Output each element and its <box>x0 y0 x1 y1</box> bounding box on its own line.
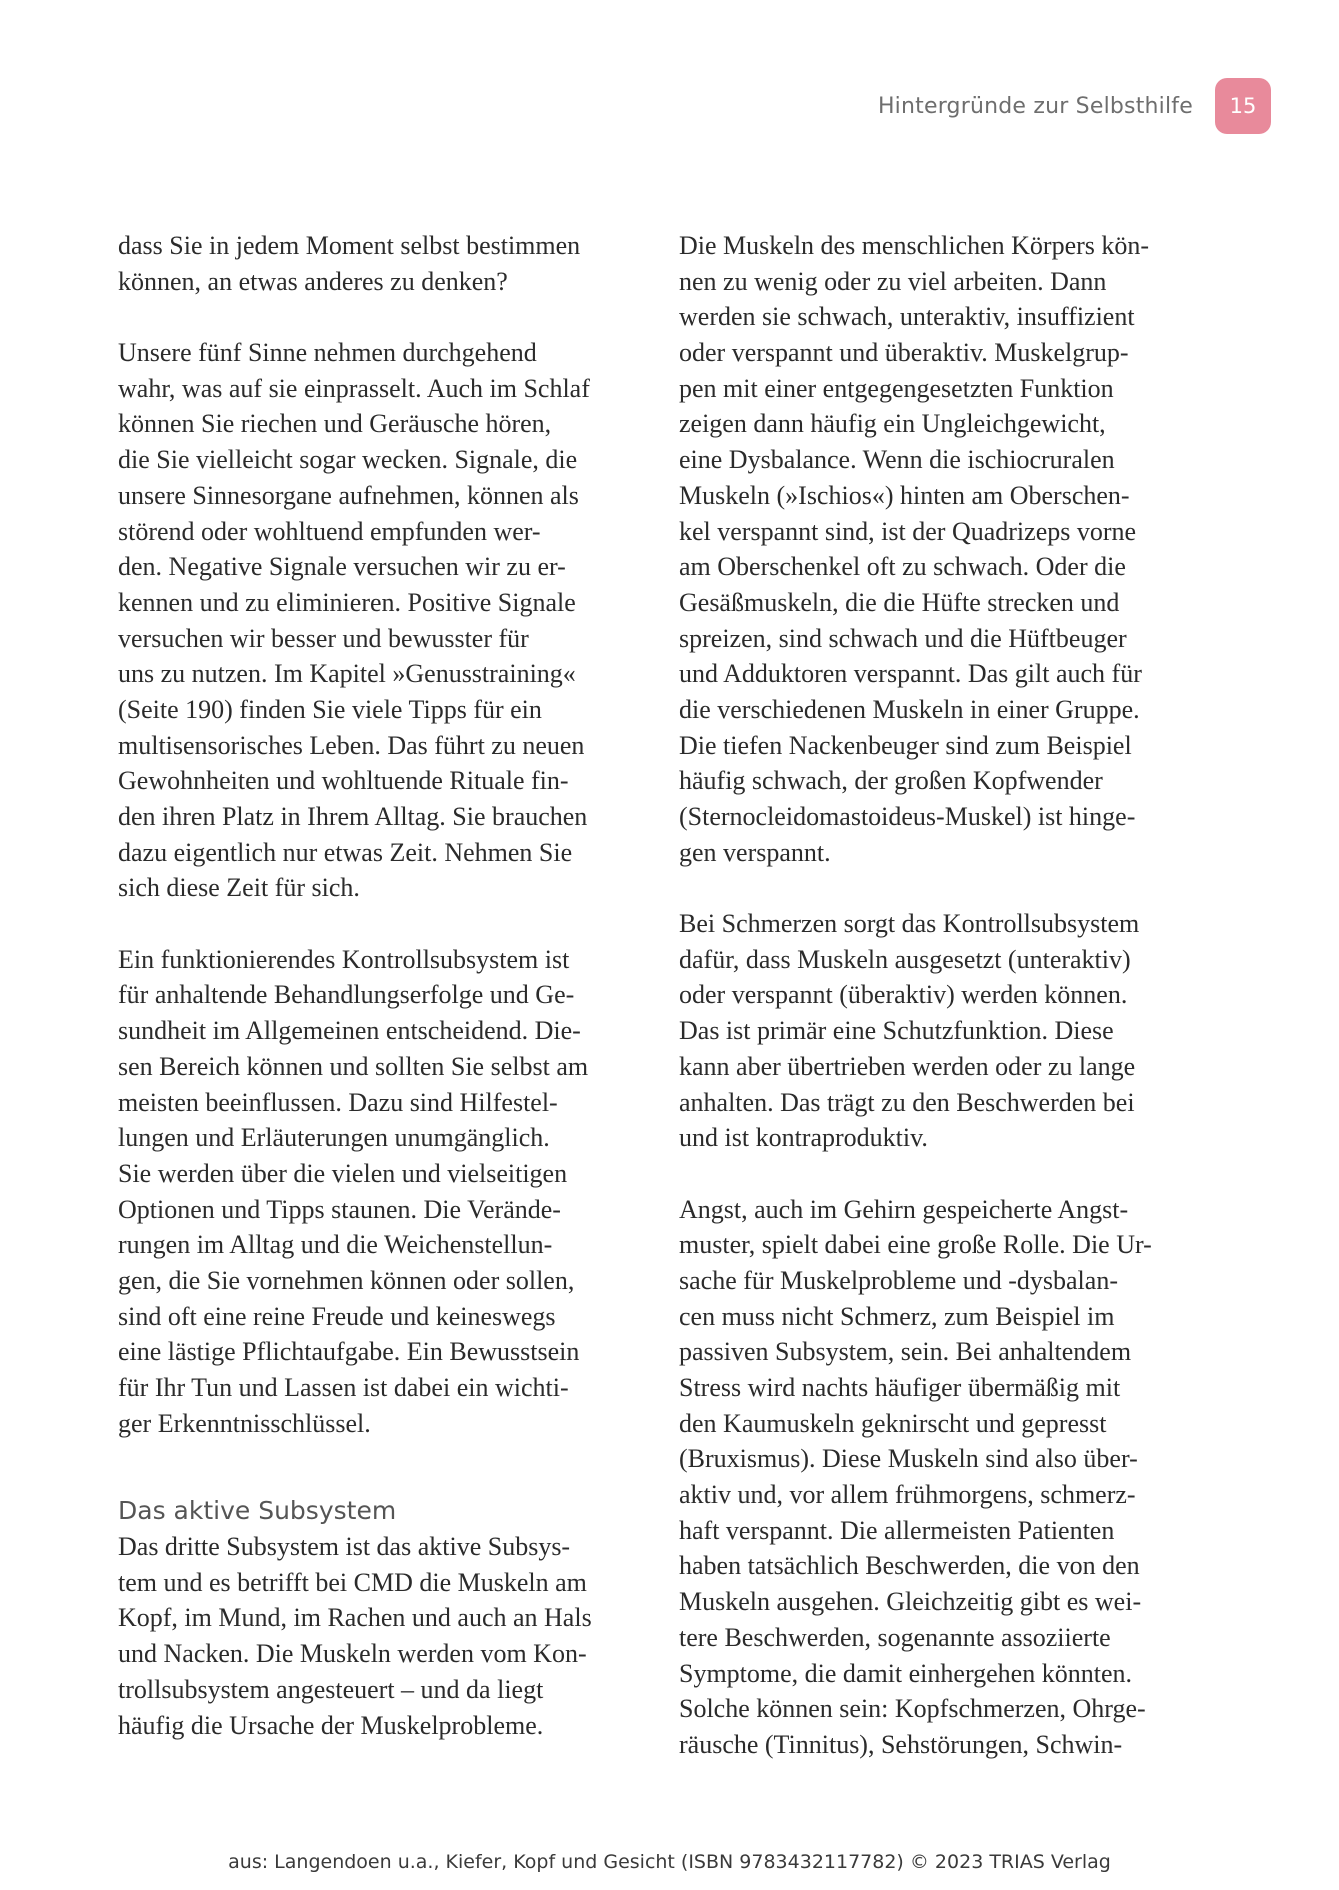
text-line: multisensorisches Leben. Das führt zu neuen <box>118 730 585 760</box>
text-line: Sie werden über die vielen und vielseitigen <box>118 1158 568 1188</box>
text-line: lungen und Erläuterungen unumgänglich. <box>118 1123 550 1153</box>
text-line: den. Negative Signale versuchen wir zu er- <box>118 552 566 582</box>
text-line: sache für Muskelprobleme und -dysbalan- <box>679 1265 1118 1295</box>
text-line: ger Erkenntnisschlüssel. <box>118 1408 371 1438</box>
text-line: Die tiefen Nackenbeuger sind zum Beispiel <box>679 730 1132 760</box>
text-line: versuchen wir besser und bewusster für <box>118 623 529 653</box>
text-line: trollsubsystem angesteuert – und da liegt <box>118 1674 544 1704</box>
left-column <box>118 228 643 1743</box>
text-line: oder verspannt und überaktiv. Muskelgrup- <box>679 338 1129 368</box>
footer-citation: aus: Langendoen u.a., Kiefer, Kopf und Gesicht (ISBN 9783432117782) © 2023 TRIAS Verlag <box>228 1851 1111 1873</box>
paragraph <box>679 1192 1204 1763</box>
page-number-badge: 15 <box>1215 78 1271 134</box>
text-line: (Sternocleidomastoideus-Muskel) ist hinge- <box>679 802 1136 831</box>
text-line: und Adduktoren verspannt. Das gilt auch für <box>679 659 1142 689</box>
text-line: wahr, was auf sie einprasselt. Auch im Schlaf <box>118 373 590 403</box>
text-line: räusche (Tinnitus), Sehstörungen, Schwin- <box>679 1729 1123 1759</box>
text-line: Gesäßmuskeln, die die Hüfte strecken und <box>679 587 1120 617</box>
text-line: Muskeln (»Ischios«) hinten am Oberschen- <box>679 480 1130 510</box>
text-line: Angst, auch im Gehirn gespeicherte Angst- <box>679 1194 1129 1224</box>
text-line: pen mit einer entgegengesetzten Funktion <box>679 373 1114 403</box>
text-line: für Ihr Tun und Lassen ist dabei ein wichti- <box>118 1373 569 1402</box>
text-line: gen, die Sie vornehmen können oder sollen, <box>118 1265 575 1295</box>
paragraph <box>118 228 643 299</box>
text-line: häufig schwach, der großen Kopfwender <box>679 766 1103 796</box>
text-line: können Sie riechen und Geräusche hören, <box>118 409 552 439</box>
text-line: kel verspannt sind, ist der Quadrizeps vorne <box>679 516 1137 546</box>
section-heading: Das aktive Subsystem <box>118 1496 397 1526</box>
text-line: oder verspannt (überaktiv) werden können. <box>679 980 1128 1010</box>
text-line: Ein funktionierendes Kontrollsubsystem ist <box>118 944 570 974</box>
text-line: Das dritte Subsystem ist das aktive Subsys- <box>118 1532 571 1562</box>
paragraph <box>118 942 643 1442</box>
text-line: uns zu nutzen. Im Kapitel »Genusstraining« <box>118 659 576 689</box>
text-line: rungen im Alltag und die Weichenstellun- <box>118 1230 553 1260</box>
text-line: haben tatsächlich Beschwerden, die von den <box>679 1551 1140 1581</box>
text-line: dazu eigentlich nur etwas Zeit. Nehmen Sie <box>118 837 573 867</box>
text-line: (Seite 190) finden Sie viele Tipps für ein <box>118 694 542 724</box>
text-line: meisten beeinflussen. Dazu sind Hilfestel- <box>118 1087 558 1117</box>
text-line: Symptome, die damit einhergehen könnten. <box>679 1658 1132 1688</box>
text-line: dass Sie in jedem Moment selbst bestimmen <box>118 231 581 260</box>
text-line: nen zu wenig oder zu viel arbeiten. Dann <box>679 266 1107 296</box>
text-line: die verschiedenen Muskeln in einer Gruppe. <box>679 694 1140 724</box>
text-line: die Sie vielleicht sogar wecken. Signale, die <box>118 445 578 475</box>
text-line: Das ist primär eine Schutzfunktion. Diese <box>679 1016 1114 1046</box>
text-line: tere Beschwerden, sogenannte assoziierte <box>679 1622 1111 1652</box>
text-line: tem und es betrifft bei CMD die Muskeln am <box>118 1567 587 1597</box>
text-line: können, an etwas anderes zu denken? <box>118 266 508 296</box>
text-line: gen verspannt. <box>679 837 831 867</box>
text-line: den ihren Platz in Ihrem Alltag. Sie brauchen <box>118 802 588 831</box>
paragraph <box>679 228 1204 870</box>
running-head: Hintergründe zur Selbsthilfe <box>877 93 1193 119</box>
text-line: den Kaumuskeln geknirscht und gepresst <box>679 1408 1107 1438</box>
text-line: cen muss nicht Schmerz, zum Beispiel im <box>679 1301 1115 1331</box>
text-line: und Nacken. Die Muskeln werden vom Kon- <box>118 1639 587 1669</box>
text-line: kennen und zu eliminieren. Positive Signale <box>118 587 576 617</box>
text-line: häufig die Ursache der Muskelprobleme. <box>118 1710 544 1740</box>
text-line: eine Dysbalance. Wenn die ischiocruralen <box>679 445 1115 475</box>
text-line: anhalten. Das trägt zu den Beschwerden bei <box>679 1087 1135 1117</box>
text-line: Gewohnheiten und wohltuende Rituale fin- <box>118 766 569 796</box>
text-line: passiven Subsystem, sein. Bei anhaltendem <box>679 1337 1132 1367</box>
page-header <box>878 78 1271 134</box>
text-line: am Oberschenkel oft zu schwach. Oder die <box>679 552 1126 582</box>
text-line: sind oft eine reine Freude und keineswegs <box>118 1301 556 1331</box>
right-column <box>679 228 1204 1763</box>
text-line: Unsere fünf Sinne nehmen durchgehend <box>118 338 537 368</box>
text-line: spreizen, sind schwach und die Hüftbeuger <box>679 623 1127 653</box>
text-line: Stress wird nachts häufiger übermäßig mit <box>679 1373 1121 1402</box>
text-line: aktiv und, vor allem frühmorgens, schmerz- <box>679 1480 1136 1510</box>
paragraph <box>118 335 643 906</box>
text-line: und ist kontraproduktiv. <box>679 1123 928 1153</box>
text-line: zeigen dann häufig ein Ungleichgewicht, <box>679 409 1106 439</box>
text-line: störend oder wohltuend empfunden wer- <box>118 516 541 546</box>
text-line: Optionen und Tipps staunen. Die Verände- <box>118 1194 561 1224</box>
text-line: sich diese Zeit für sich. <box>118 873 360 903</box>
paragraph <box>118 1529 643 1743</box>
text-line: Die Muskeln des menschlichen Körpers kön- <box>679 231 1150 260</box>
text-line: für anhaltende Behandlungserfolge und Ge- <box>118 980 575 1010</box>
text-line: eine lästige Pflichtaufgabe. Ein Bewusstsein <box>118 1337 580 1367</box>
text-line: unsere Sinnesorgane aufnehmen, können als <box>118 480 579 510</box>
text-line: muster, spielt dabei eine große Rolle. Die Ur- <box>679 1230 1152 1260</box>
text-line: werden sie schwach, unteraktiv, insuffizient <box>679 302 1135 332</box>
text-line: kann aber übertrieben werden oder zu lange <box>679 1051 1136 1081</box>
text-line: dafür, dass Muskeln ausgesetzt (unteraktiv) <box>679 944 1131 974</box>
text-line: sen Bereich können und sollten Sie selbst am <box>118 1051 589 1081</box>
text-line: Bei Schmerzen sorgt das Kontrollsubsystem <box>679 909 1140 939</box>
text-line: (Bruxismus). Diese Muskeln sind also über- <box>679 1444 1138 1474</box>
text-line: Solche können sein: Kopfschmerzen, Ohrge- <box>679 1694 1146 1724</box>
text-line: haft verspannt. Die allermeisten Patienten <box>679 1515 1115 1545</box>
text-line: sundheit im Allgemeinen entscheidend. Die- <box>118 1016 581 1046</box>
paragraph <box>679 906 1204 1156</box>
text-line: Kopf, im Mund, im Rachen und auch an Hals <box>118 1603 592 1633</box>
text-line: Muskeln ausgehen. Gleichzeitig gibt es wei- <box>679 1587 1142 1617</box>
